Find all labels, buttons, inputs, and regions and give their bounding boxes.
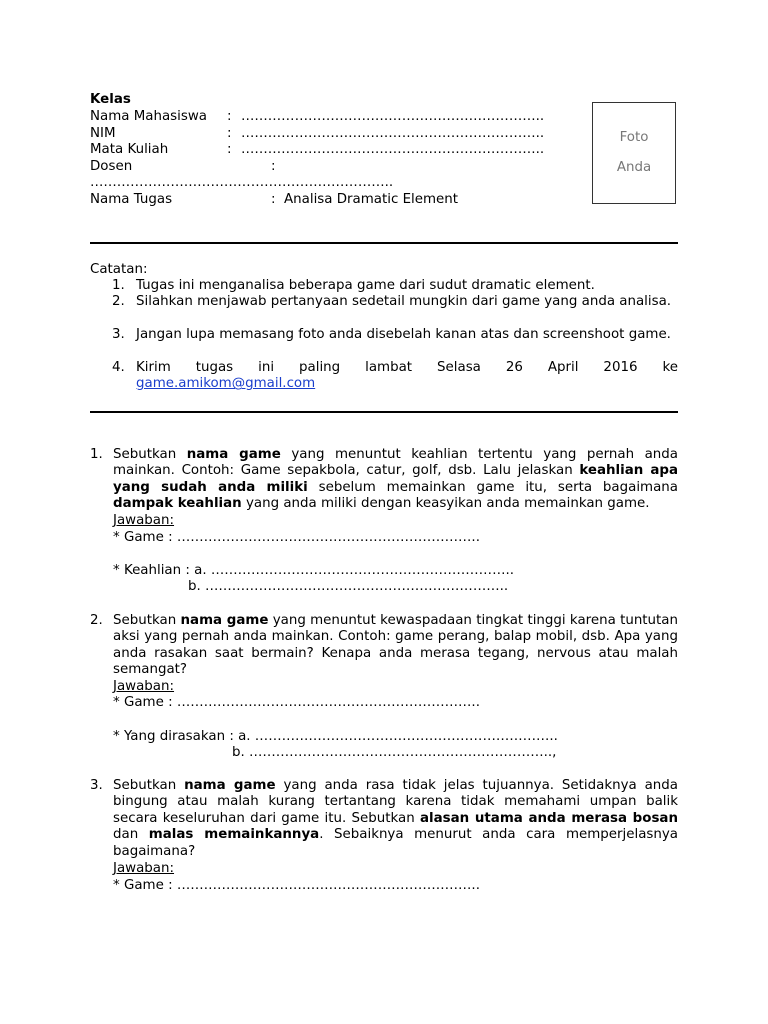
nama-mahasiswa-label: Nama Mahasiswa xyxy=(90,109,208,124)
answer-keahlian-a[interactable]: * Keahlian : a. ………………………………………………………….. xyxy=(113,563,514,578)
answer-keahlian-b[interactable]: b. ………………………………………………………….. xyxy=(188,579,509,594)
note-number: 4. xyxy=(112,360,125,375)
mata-kuliah-field[interactable]: ………………………………………………………….. xyxy=(241,142,545,157)
dosen-label: Dosen xyxy=(90,159,133,174)
kelas-label: Kelas xyxy=(90,92,131,107)
jawaban-label: Jawaban: xyxy=(113,513,175,528)
note-number: 2. xyxy=(112,294,125,309)
note-item xyxy=(112,294,678,310)
nim-colon: : xyxy=(227,126,232,141)
note-item xyxy=(112,327,678,343)
answer-game-field[interactable]: * Game : ………………………………………………………….. xyxy=(113,695,480,710)
mk-colon: : xyxy=(227,142,232,157)
nama-tugas-label: Nama Tugas xyxy=(90,192,173,207)
question-1 xyxy=(90,447,678,513)
nim-label: NIM xyxy=(90,126,116,141)
note-number: 3. xyxy=(112,327,125,342)
question-number: 3. xyxy=(90,778,103,793)
note-text: Jangan lupa memasang foto anda disebelah kanan atas dan screenshoot game. xyxy=(136,327,671,342)
nama-field[interactable]: ………………………………………………………….. xyxy=(241,109,545,124)
answer-dirasakan-b[interactable]: b. ………………………………………………………….., xyxy=(232,745,557,760)
divider-top xyxy=(90,242,678,244)
dosen-field[interactable]: ………………………………………………………….. xyxy=(90,175,394,190)
jawaban-label: Jawaban: xyxy=(113,679,175,694)
email-link[interactable]: game.amikom@gmail.com xyxy=(136,376,316,392)
mata-kuliah-label: Mata Kuliah xyxy=(90,142,169,157)
note-item xyxy=(112,360,678,393)
nim-field[interactable]: ………………………………………………………….. xyxy=(241,126,545,141)
photo-label-anda: Anda xyxy=(616,160,652,175)
nama-colon: : xyxy=(227,109,232,124)
answer-game-field[interactable]: * Game : ………………………………………………………….. xyxy=(113,878,480,893)
notes-title: Catatan: xyxy=(90,262,148,277)
question-number: 1. xyxy=(90,447,103,462)
note-text: Kirim tugas ini paling lambat Selasa 26 April 2016 ke xyxy=(136,360,678,375)
divider-bottom xyxy=(90,411,678,413)
question-text: Sebutkan nama game yang anda rasa tidak jelas tujuannya. Setidaknya anda bingung atau malah kurang tertantang karena tidak memahami umpan balik secara keseluruhan dari game itu. Sebutkan alasan utama anda merasa bosan dan malas memainkannya. Sebaiknya menurut anda cara memperjelasnya bagaimana? xyxy=(113,778,678,859)
note-text: Tugas ini menganalisa beberapa game dari sudut dramatic element. xyxy=(136,278,595,293)
dosen-colon: : xyxy=(271,159,276,174)
note-item xyxy=(112,278,678,294)
photo-placeholder[interactable] xyxy=(592,102,676,204)
question-text: Sebutkan nama game yang menuntut kewaspadaan tingkat tinggi karena tuntutan aksi yang pernah anda mainkan. Contoh: game perang, balap mobil, dsb. Apa yang anda rasakan saat bermain? Kenapa anda merasa tegang, nervous atau malah semangat? xyxy=(113,613,678,678)
question-3 xyxy=(90,778,678,860)
tugas-colon: : xyxy=(271,192,276,207)
answer-dirasakan-a[interactable]: * Yang dirasakan : a. ………………………………………………………….. xyxy=(113,729,558,744)
note-text: Silahkan menjawab pertanyaan sedetail mungkin dari game yang anda analisa. xyxy=(136,294,672,309)
question-number: 2. xyxy=(90,613,103,628)
jawaban-label: Jawaban: xyxy=(113,861,175,876)
question-text: Sebutkan nama game yang menuntut keahlian tertentu yang pernah anda mainkan. Contoh: Game sepakbola, catur, golf, dsb. Lalu jelaskan keahlian apa yang sudah anda miliki sebelum memainkan game itu, serta bagaimana dampak keahlian yang anda miliki dengan keasyikan anda memainkan game. xyxy=(113,447,679,512)
question-2 xyxy=(90,613,678,679)
answer-game-field[interactable]: * Game : ………………………………………………………….. xyxy=(113,530,480,545)
nama-tugas-value: Analisa Dramatic Element xyxy=(284,192,459,207)
photo-label-foto: Foto xyxy=(619,130,649,145)
note-number: 1. xyxy=(112,278,125,293)
